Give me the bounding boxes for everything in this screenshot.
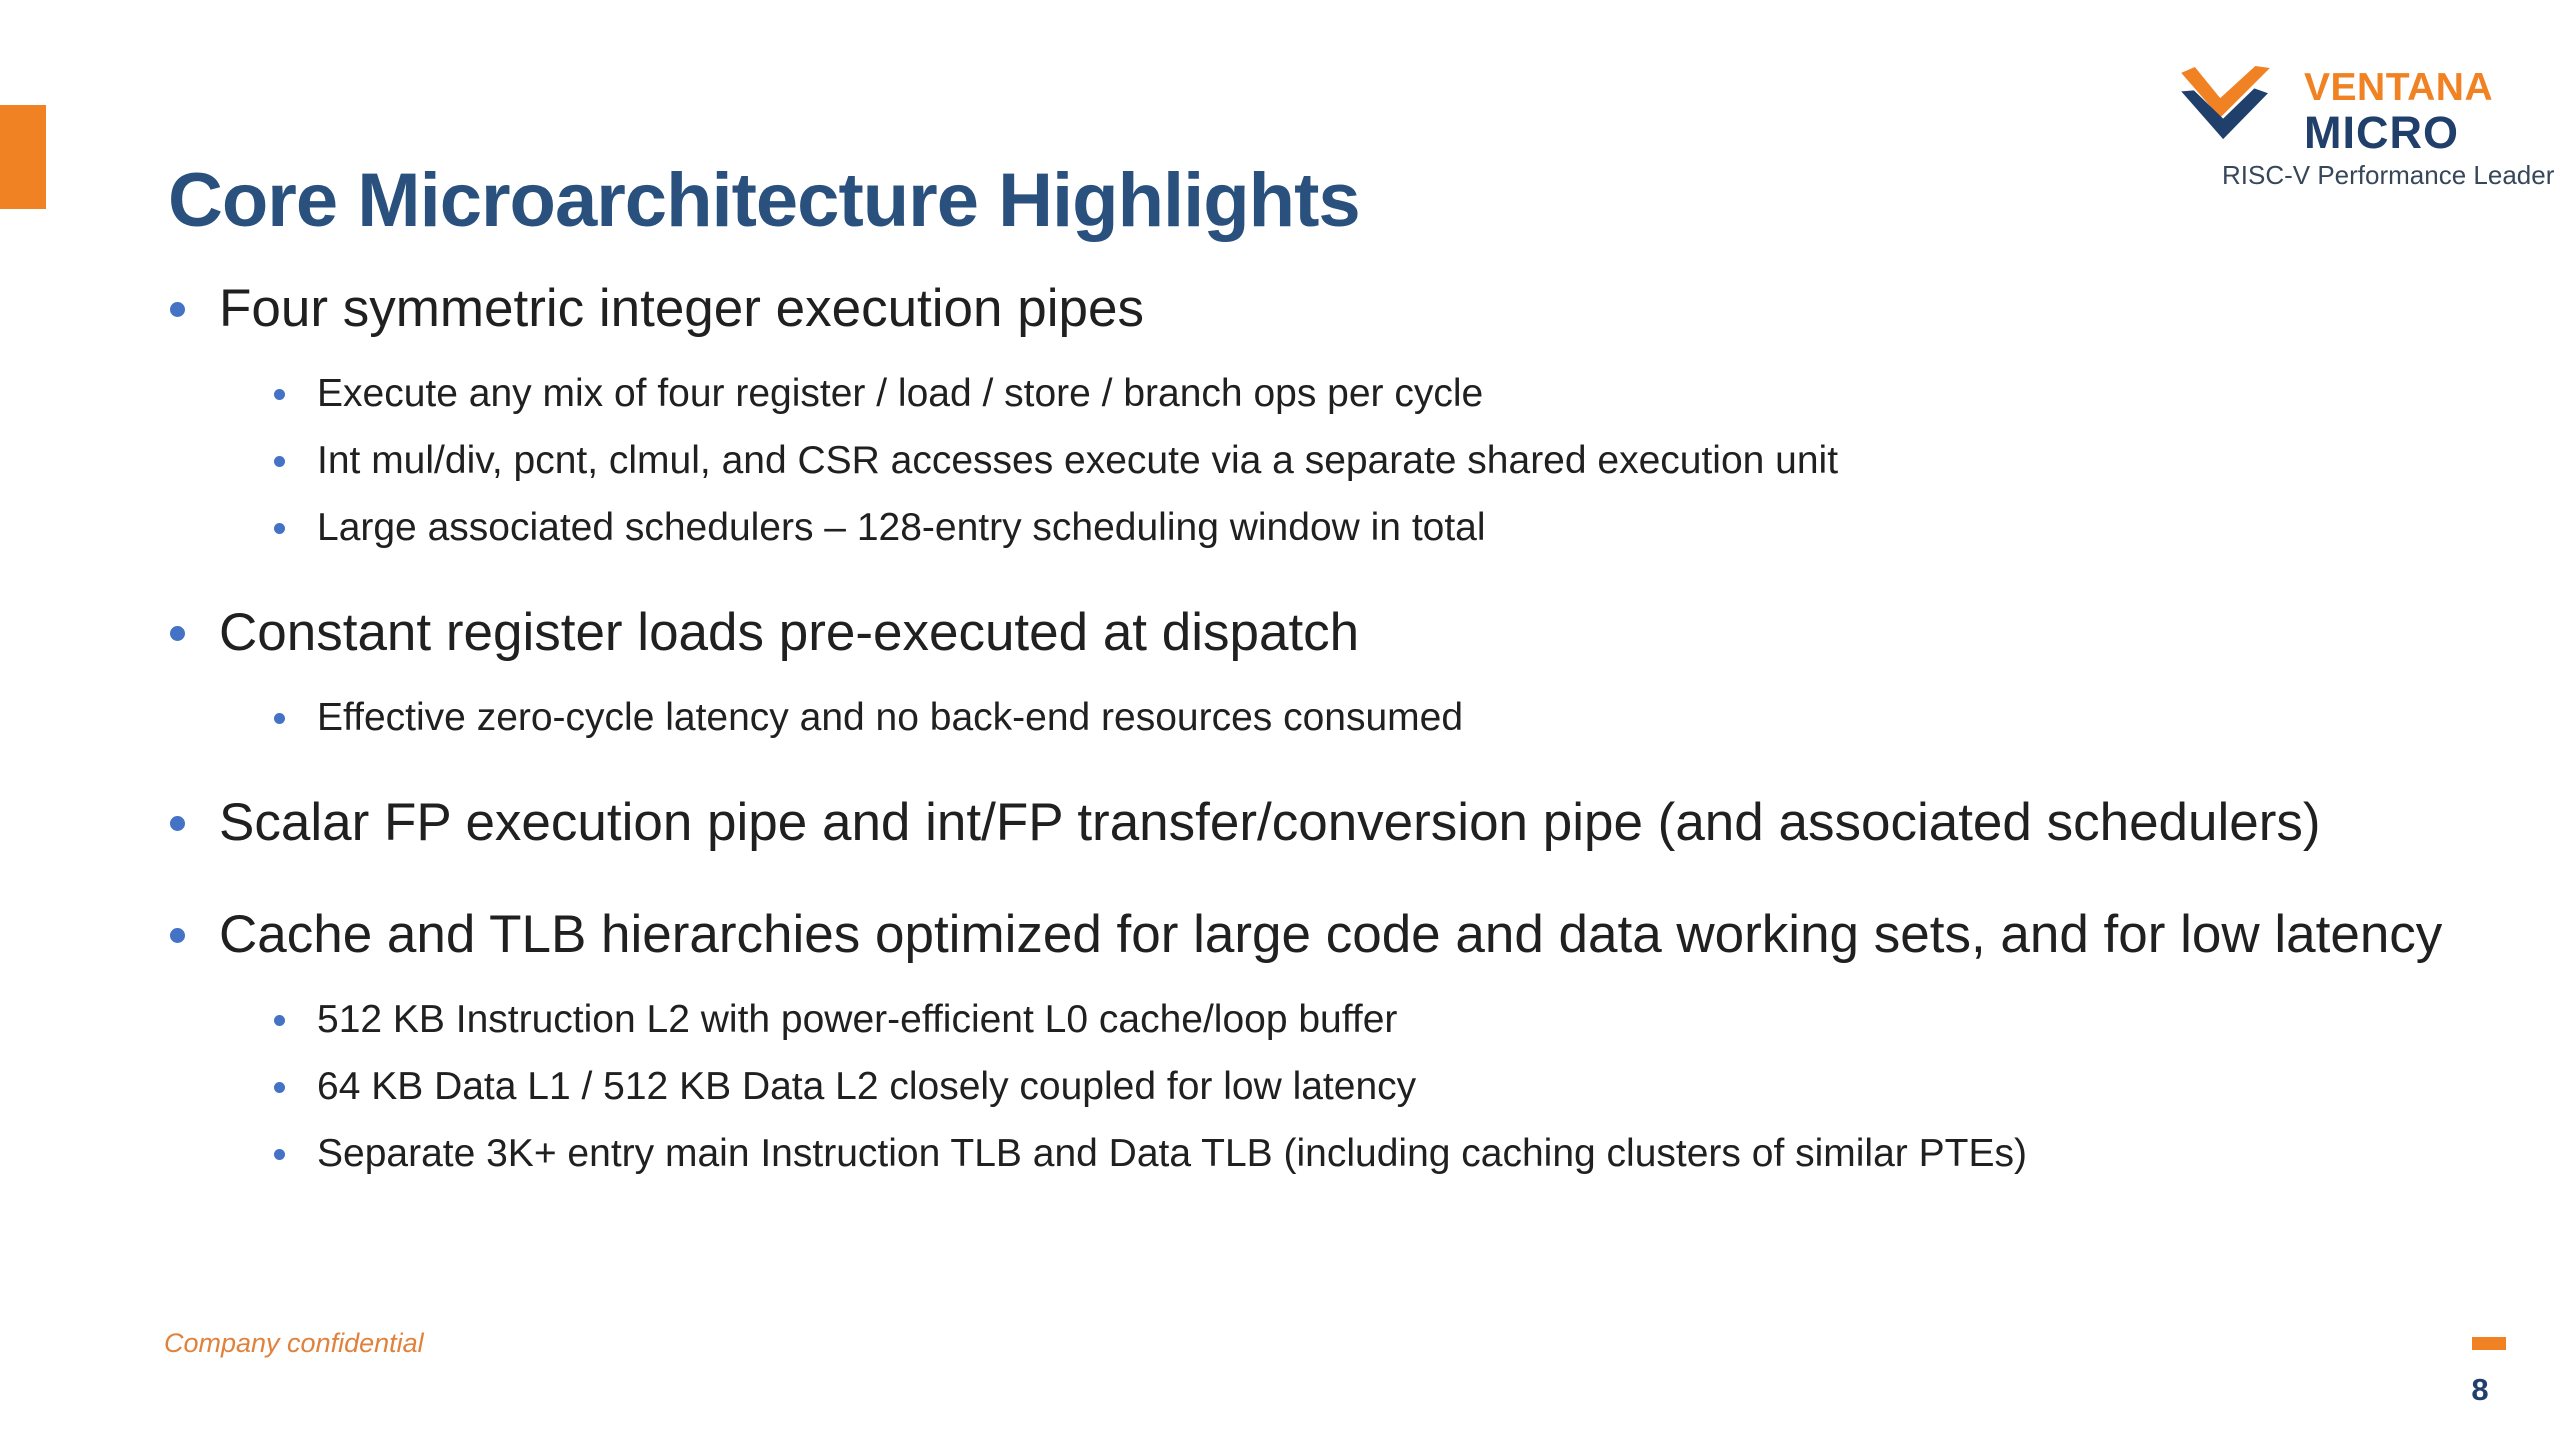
sub-bullet-item: [168, 1128, 2508, 1180]
sub-bullet-dot-icon: [274, 1082, 285, 1093]
bullet-dot-icon: [170, 626, 185, 641]
bullet-item: [168, 276, 2508, 342]
sub-bullet-text: Execute any mix of four register / load / store / branch ops per cycle: [317, 372, 1484, 415]
sub-bullet-item: [168, 502, 2508, 554]
logo-tagline: RISC-V Performance Leader: [2222, 160, 2555, 190]
sub-bullet-item: [168, 692, 2508, 744]
page-title: Core Microarchitecture Highlights: [168, 157, 1360, 243]
bullet-item: [168, 902, 2508, 968]
sub-bullet-text: Separate 3K+ entry main Instruction TLB and Data TLB (including caching clusters of similar PTEs): [317, 1132, 2027, 1175]
page-number: 8: [2471, 1372, 2489, 1407]
sub-bullet-item: [168, 368, 2508, 420]
sub-bullet-group: [168, 994, 2508, 1180]
sub-bullet-item: [168, 994, 2508, 1046]
sub-bullet-item: [168, 1061, 2508, 1113]
sub-bullet-text: Int mul/div, pcnt, clmul, and CSR accesses execute via a separate shared execution unit: [317, 439, 1839, 482]
sub-bullet-item: [168, 435, 2508, 487]
sub-bullet-group: [168, 368, 2508, 554]
bullet-text: Cache and TLB hierarchies optimized for large code and data working sets, and for low latency: [219, 905, 2443, 964]
sub-bullet-dot-icon: [274, 523, 285, 534]
bullet-item: [168, 600, 2508, 666]
bullet-item: [168, 790, 2508, 856]
sub-bullet-group: [168, 692, 2508, 744]
bullet-dot-icon: [170, 302, 185, 317]
accent-bar: [0, 105, 46, 209]
sub-bullet-dot-icon: [274, 713, 285, 724]
sub-bullet-text: 64 KB Data L1 / 512 KB Data L2 closely coupled for low latency: [317, 1065, 1417, 1108]
bullet-text: Four symmetric integer execution pipes: [219, 279, 1144, 338]
bullet-list: [168, 276, 2508, 1180]
sub-bullet-dot-icon: [274, 1015, 285, 1026]
sub-bullet-text: Effective zero-cycle latency and no back-end resources consumed: [317, 696, 1464, 739]
sub-bullet-dot-icon: [274, 1149, 285, 1160]
sub-bullet-text: Large associated schedulers – 128-entry scheduling window in total: [317, 506, 1486, 549]
sub-bullet-dot-icon: [274, 389, 285, 400]
logo-name-micro: MICRO: [2304, 107, 2459, 158]
logo-name-ventana: VENTANA: [2304, 66, 2494, 109]
footer-accent-dash-icon: [2472, 1337, 2506, 1350]
bullet-text: Constant register loads pre-executed at dispatch: [219, 603, 1360, 662]
sub-bullet-text: 512 KB Instruction L2 with power-efficient L0 cache/loop buffer: [317, 998, 1398, 1041]
bullet-dot-icon: [170, 928, 185, 943]
ventana-chevron-icon: [2176, 66, 2280, 142]
ventana-logo: [2170, 60, 2560, 200]
bullet-text: Scalar FP execution pipe and int/FP transfer/conversion pipe (and associated schedulers): [219, 793, 2321, 852]
footer-confidential-label: Company confidential: [164, 1328, 424, 1358]
sub-bullet-dot-icon: [274, 456, 285, 467]
bullet-dot-icon: [170, 816, 185, 831]
